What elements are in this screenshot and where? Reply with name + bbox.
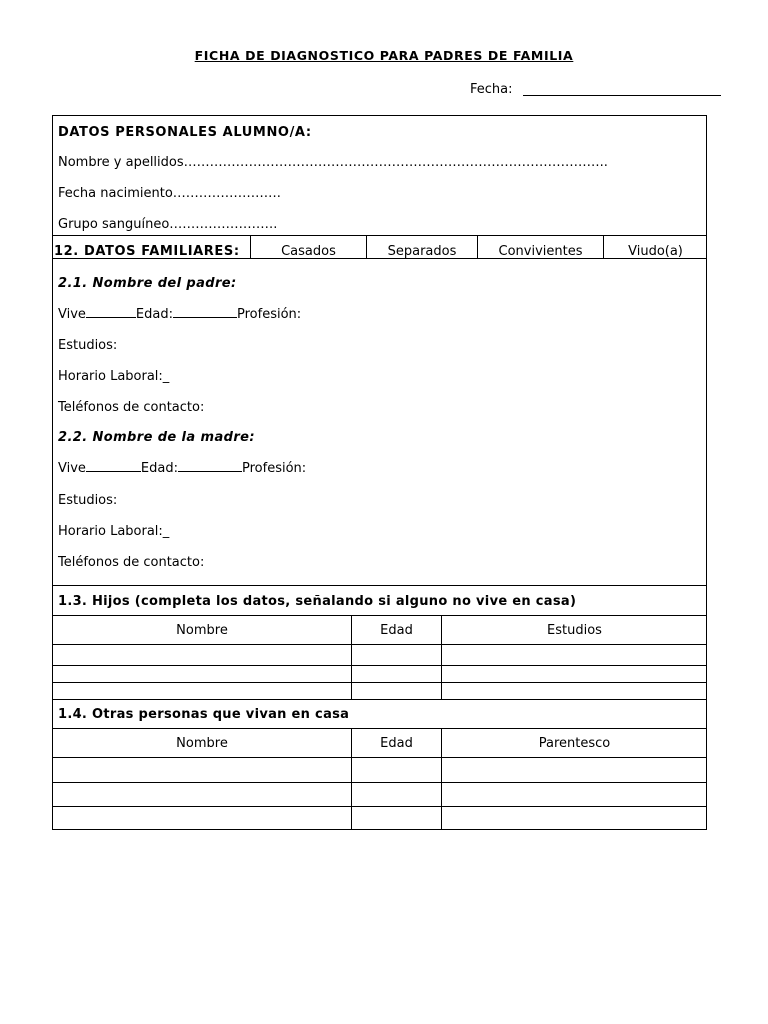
madre-edad-label: Edad:: [140, 461, 178, 476]
madre-profesion-label: Profesión:: [242, 461, 307, 476]
diagnostic-form: [52, 115, 707, 830]
table-row-divider: [53, 782, 706, 783]
familiares-heading: 12. DATOS FAMILIARES:: [54, 244, 240, 259]
padre-edad-input[interactable]: [173, 307, 237, 318]
fecha-input-line[interactable]: [523, 95, 721, 96]
hijos-heading: 1.3. Hijos (completa los datos, señalando si alguno no vive en casa): [58, 594, 577, 609]
padre-vive-input[interactable]: [86, 307, 136, 318]
otras-col-nombre: Nombre: [176, 736, 228, 751]
option-convivientes[interactable]: Convivientes: [498, 244, 583, 259]
divider: [53, 585, 706, 586]
padre-vive-row: [58, 307, 301, 322]
table-row-divider: [53, 806, 706, 807]
madre-horario-label[interactable]: Horario Laboral:_: [58, 524, 170, 539]
table-row-divider: [53, 665, 706, 666]
madre-estudios-label[interactable]: Estudios:: [58, 493, 118, 508]
divider: [53, 699, 706, 700]
table-col-divider: [441, 728, 442, 830]
personal-heading: DATOS PERSONALES ALUMNO/A:: [58, 125, 312, 140]
option-casados[interactable]: Casados: [281, 244, 336, 259]
padre-telefonos-label[interactable]: Teléfonos de contacto:: [58, 400, 205, 415]
divider: [53, 235, 706, 236]
fecha-label: Fecha:: [470, 82, 513, 97]
hijos-col-estudios: Estudios: [547, 623, 602, 638]
divider: [53, 728, 706, 729]
fecha-nacimiento-field[interactable]: Fecha nacimiento…………………….: [58, 186, 281, 201]
option-viudo[interactable]: Viudo(a): [628, 244, 683, 259]
madre-heading: 2.2. Nombre de la madre:: [58, 430, 255, 445]
hijos-col-edad: Edad: [380, 623, 413, 638]
otras-col-parentesco: Parentesco: [538, 736, 611, 751]
otras-col-edad: Edad: [380, 736, 413, 751]
divider: [53, 615, 706, 616]
madre-edad-input[interactable]: [178, 461, 242, 472]
table-row-divider: [53, 757, 706, 758]
padre-profesion-label: Profesión:: [237, 307, 302, 322]
padre-estudios-label[interactable]: Estudios:: [58, 338, 118, 353]
madre-vive-label: Vive: [58, 461, 86, 476]
padre-edad-label: Edad:: [135, 307, 173, 322]
table-col-divider: [441, 615, 442, 699]
form-title: FICHA DE DIAGNOSTICO PARA PADRES DE FAMILIA: [194, 48, 574, 63]
madre-vive-input[interactable]: [86, 461, 141, 472]
madre-telefonos-label[interactable]: Teléfonos de contacto:: [58, 555, 205, 570]
madre-vive-row: [58, 461, 306, 476]
table-row-divider: [53, 682, 706, 683]
divider: [53, 258, 706, 259]
option-separados[interactable]: Separados: [387, 244, 457, 259]
padre-horario-label[interactable]: Horario Laboral:_: [58, 369, 170, 384]
otras-heading: 1.4. Otras personas que vivan en casa: [58, 707, 350, 722]
padre-vive-label: Vive: [58, 307, 86, 322]
table-row-divider: [53, 644, 706, 645]
hijos-col-nombre: Nombre: [176, 623, 228, 638]
padre-heading: 2.1. Nombre del padre:: [58, 276, 237, 291]
table-col-divider: [351, 615, 352, 699]
table-col-divider: [351, 728, 352, 830]
nombre-apellidos-field[interactable]: Nombre y apellidos……………………………………………………………………………………..: [58, 155, 608, 170]
grupo-sanguineo-field[interactable]: Grupo sanguíneo…………………….: [58, 217, 278, 232]
